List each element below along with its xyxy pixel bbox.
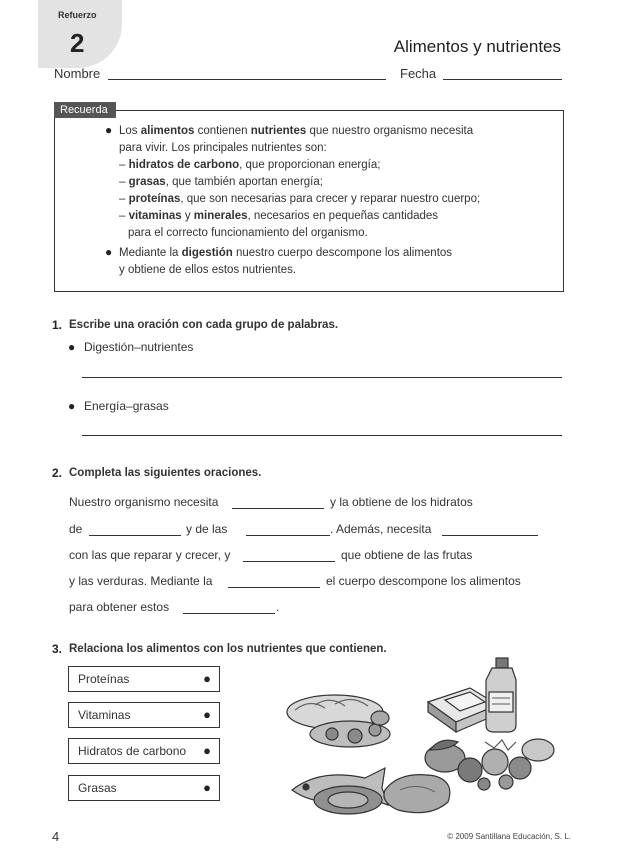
q2-text-fragment: para obtener estos xyxy=(69,600,170,614)
bullet-icon: ● xyxy=(68,340,76,354)
bullet-icon: ● xyxy=(68,399,76,413)
nutrient-box-vitaminas[interactable]: Vitaminas ● xyxy=(68,702,220,728)
date-label: Fecha xyxy=(400,66,437,81)
q3-number: 3. xyxy=(52,642,63,656)
copyright: © 2009 Santillana Educación, S. L. xyxy=(447,832,571,841)
bullet-icon: ● xyxy=(105,245,113,259)
q2-text-fragment: que obtiene de las frutas xyxy=(341,548,473,562)
recuerda-line: – grasas, que también aportan energía; xyxy=(119,176,323,188)
match-dot[interactable]: ● xyxy=(203,671,211,686)
recuerda-line: – hidratos de carbono, que proporcionan energía; xyxy=(119,159,381,171)
bread-icon[interactable] xyxy=(287,695,390,747)
recuerda-line: Mediante la digestión nuestro cuerpo descompone los alimentos xyxy=(119,247,453,259)
name-field[interactable] xyxy=(108,79,386,80)
section-number: 2 xyxy=(70,28,85,58)
blank-field[interactable] xyxy=(183,613,275,614)
recuerda-line: para vivir. Los principales nutrientes son: xyxy=(119,142,327,154)
q1-number: 1. xyxy=(52,318,63,332)
q2-text-fragment: con las que reparar y crecer, y xyxy=(69,548,231,562)
recuerda-line: – vitaminas y minerales, necesarios en pequeñas cantidades xyxy=(119,210,439,222)
q2-text-fragment: y la obtiene de los hidratos xyxy=(330,495,473,509)
recuerda-line: Los alimentos contienen nutrientes que nuestro organismo necesita xyxy=(119,125,474,137)
recuerda-line: – proteínas, que son necesarias para crecer y reparar nuestro cuerpo; xyxy=(119,193,481,205)
section-label: Refuerzo xyxy=(58,10,97,20)
q2-text-fragment: el cuerpo descompone los alimentos xyxy=(326,574,521,588)
q1-item: Energía–grasas xyxy=(84,399,169,413)
answer-line[interactable] xyxy=(82,435,562,436)
name-label: Nombre xyxy=(54,66,101,81)
date-field[interactable] xyxy=(443,79,562,80)
q2-text-fragment: Nuestro organismo necesita xyxy=(69,495,219,509)
fish-icon[interactable] xyxy=(292,768,388,814)
page-number: 4 xyxy=(52,829,60,844)
q3-text: Relaciona los alimentos con los nutrientes que contienen. xyxy=(69,643,387,655)
nutrient-box-proteinas[interactable]: Proteínas ● xyxy=(68,666,220,692)
recuerda-line: y obtiene de ellos estos nutrientes. xyxy=(119,264,297,276)
nutrient-box-hidratos[interactable]: Hidratos de carbono ● xyxy=(68,738,220,764)
blank-field[interactable] xyxy=(442,535,538,536)
q2-text-fragment: . xyxy=(276,600,280,614)
q2-text-fragment: y las verduras. Mediante la xyxy=(69,574,213,588)
blank-field[interactable] xyxy=(246,535,330,536)
oil-bottle-icon[interactable] xyxy=(486,658,516,732)
q2-text-fragment: de xyxy=(69,522,83,536)
q2-text: Completa las siguientes oraciones. xyxy=(69,467,262,479)
food-illustrations xyxy=(280,650,570,825)
meat-icon[interactable] xyxy=(384,775,450,813)
nutrient-box-grasas[interactable]: Grasas ● xyxy=(68,775,220,801)
match-dot[interactable]: ● xyxy=(203,780,211,795)
match-dot[interactable]: ● xyxy=(203,743,211,758)
recuerda-line: para el correcto funcionamiento del organismo. xyxy=(128,227,368,239)
q1-text: Escribe una oración con cada grupo de palabras. xyxy=(69,319,339,331)
blank-field[interactable] xyxy=(243,561,335,562)
blank-field[interactable] xyxy=(228,587,320,588)
q1-item: Digestión–nutrientes xyxy=(84,340,194,354)
q2-text-fragment: . Además, necesita xyxy=(330,522,432,536)
q2-text-fragment: y de las xyxy=(186,522,228,536)
answer-line[interactable] xyxy=(82,377,562,378)
bullet-icon: ● xyxy=(105,123,113,137)
q2-number: 2. xyxy=(52,466,63,480)
match-dot[interactable]: ● xyxy=(203,707,211,722)
recuerda-tag: Recuerda xyxy=(54,102,116,118)
blank-field[interactable] xyxy=(232,508,324,509)
page-title: Alimentos y nutrientes xyxy=(393,37,561,56)
blank-field[interactable] xyxy=(89,535,181,536)
